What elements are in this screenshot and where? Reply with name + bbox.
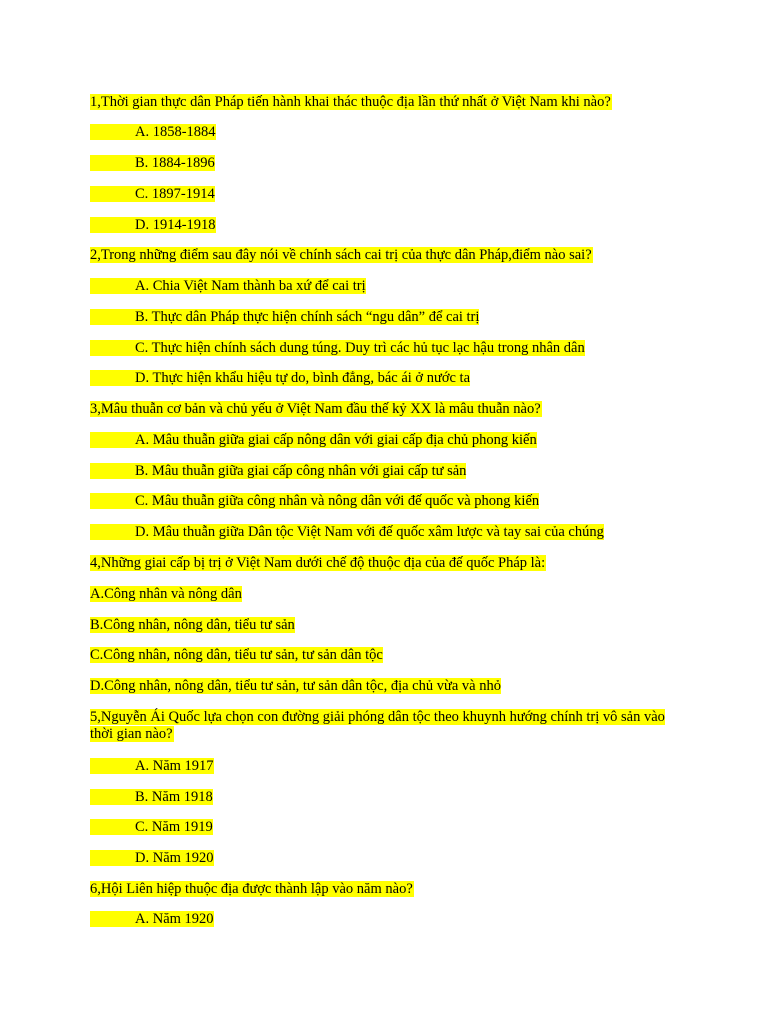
question-3-option-c [90,493,539,510]
question-4 [90,555,546,572]
question-3-option-d [90,524,604,541]
question-1-text: 1,Thời gian thực dân Pháp tiến hành khai thác thuộc địa lần thứ nhất ở Việt Nam khi nào? [90,94,611,110]
question-2-option-c [90,340,585,357]
option-label: C. Năm 1919 [135,819,213,835]
option-label: C. 1897-1914 [135,186,215,202]
option-label: B. Thực dân Pháp thực hiện chính sách “ngu dân” để cai trị [135,309,480,325]
question-2-option-b [90,309,479,326]
question-1-option-d [90,217,216,234]
question-5-text: 5,Nguyễn Ái Quốc lựa chọn con đường giải phóng dân tộc theo khuynh hướng chính trị vô sản vào thời gian nào? [90,709,665,742]
question-1-option-c [90,186,215,203]
question-6 [90,881,414,898]
question-3 [90,401,542,418]
option-label: A. 1858-1884 [135,124,216,140]
option-label: A. Năm 1920 [135,911,214,927]
question-2-option-a [90,278,366,295]
question-6-text: 6,Hội Liên hiệp thuộc địa được thành lập vào năm nào? [90,881,413,897]
question-5-option-b [90,789,213,806]
question-2-option-d [90,370,470,387]
question-2-text: 2,Trong những điểm sau đây nói về chính sách cai trị của thực dân Pháp,điểm nào sai? [90,247,592,263]
question-4-option-b [90,617,295,634]
option-label: C.Công nhân, nông dân, tiểu tư sản, tư sản dân tộc [90,647,383,663]
question-1-option-a [90,124,216,141]
question-3-option-a [90,432,537,449]
option-label: A.Công nhân và nông dân [90,586,242,602]
question-1-option-b [90,155,215,172]
question-3-text: 3,Mâu thuẫn cơ bản và chủ yếu ở Việt Nam đầu thế kỷ XX là mâu thuẫn nào? [90,401,541,417]
option-label: C. Thực hiện chính sách dung túng. Duy trì các hủ tục lạc hậu trong nhân dân [135,340,585,356]
option-label: D. Thực hiện khẩu hiệu tự do, bình đẳng, bác ái ở nước ta [135,370,471,386]
question-4-option-d [90,678,501,695]
question-4-option-a [90,586,242,603]
option-label: B. Năm 1918 [135,789,213,805]
option-label: A. Chia Việt Nam thành ba xứ để cai trị [135,278,366,294]
option-label: B. Mâu thuẫn giữa giai cấp công nhân với giai cấp tư sản [135,463,467,479]
option-label: B. 1884-1896 [135,155,215,171]
question-6-option-a [90,911,214,928]
question-5 [90,709,680,743]
question-3-option-b [90,463,466,480]
question-1 [90,94,612,111]
question-4-option-c [90,647,383,664]
option-label: D. 1914-1918 [135,217,216,233]
question-5-option-c [90,819,213,836]
option-label: D. Mâu thuẫn giữa Dân tộc Việt Nam với đế quốc xâm lược và tay sai của chúng [135,524,604,540]
question-2 [90,247,593,264]
question-4-text: 4,Những giai cấp bị trị ở Việt Nam dưới chế độ thuộc địa của đế quốc Pháp là: [90,555,546,571]
option-label: B.Công nhân, nông dân, tiểu tư sản [90,617,295,633]
option-label: A. Mâu thuẫn giữa giai cấp nông dân với giai cấp địa chủ phong kiến [135,432,537,448]
option-label: A. Năm 1917 [135,758,214,774]
option-label: C. Mâu thuẫn giữa công nhân và nông dân với đế quốc và phong kiến [135,493,540,509]
question-5-option-a [90,758,214,775]
option-label: D.Công nhân, nông dân, tiểu tư sản, tư sản dân tộc, địa chủ vừa và nhỏ [90,678,501,694]
question-5-option-d [90,850,214,867]
option-label: D. Năm 1920 [135,850,214,866]
